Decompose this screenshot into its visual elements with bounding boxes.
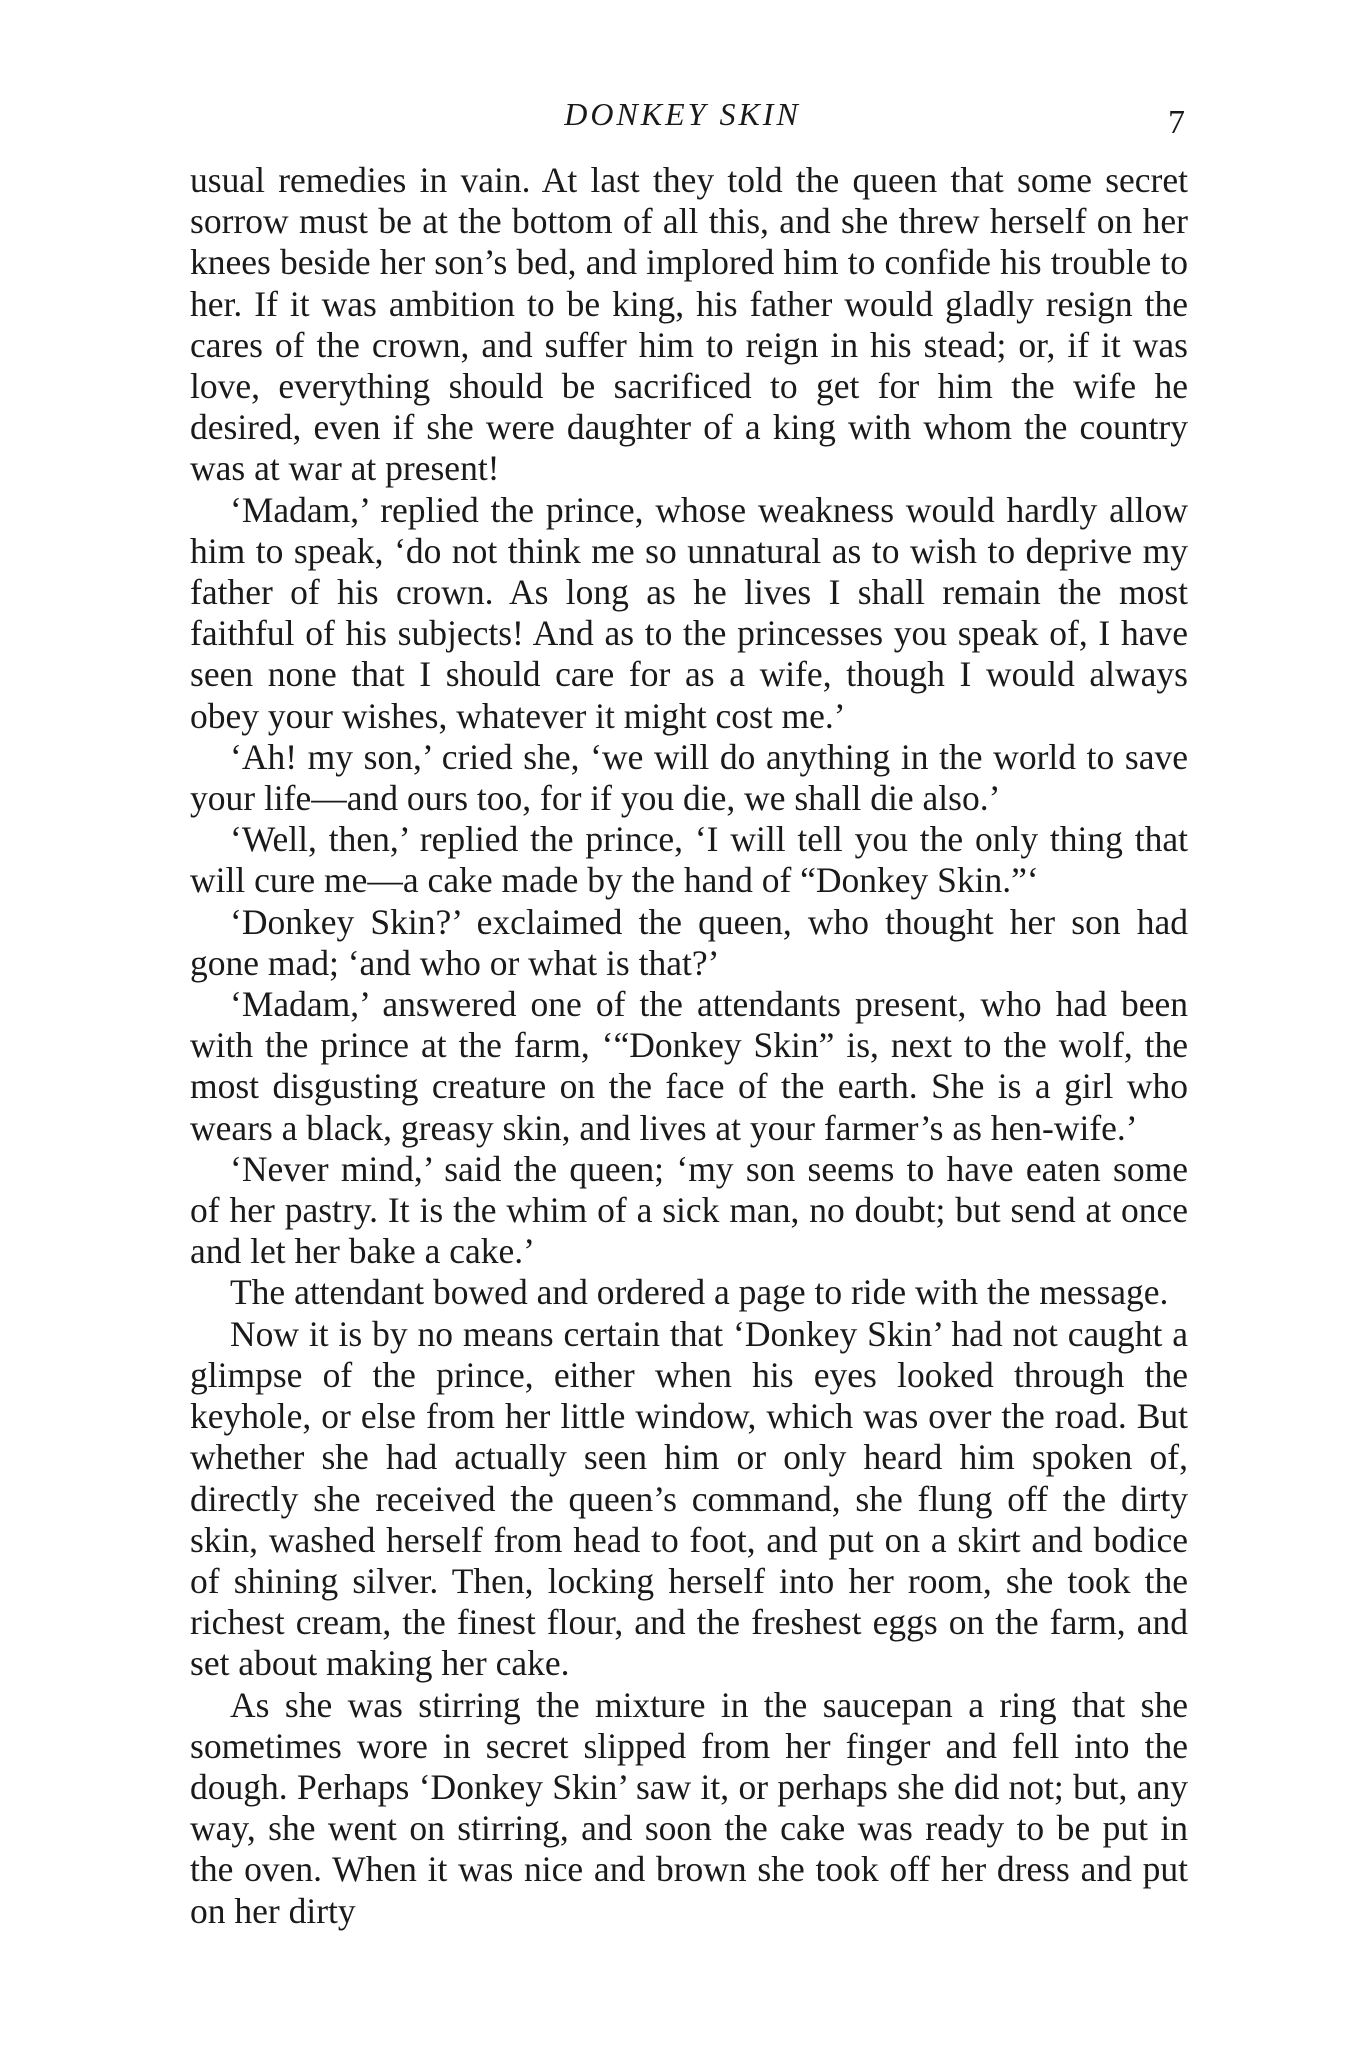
paragraph: ‘Madam,’ answered one of the attendants present, who had been with the prince at the farm, ‘“Donkey Skin” is, next to the wolf, the most disgusting creature on the face of the earth. She is a girl who wears a black, greasy skin, and lives at your farmer’s as hen-wife.’	[190, 984, 1188, 1148]
paragraph: Now it is by no means certain that ‘Donkey Skin’ had not caught a glimpse of the prince, either when his eyes looked through the keyhole, or else from her little window, which was over the road. But whether she had actually seen him or only heard him spoken of, directly she received the queen’s command, she flung off the dirty skin, washed herself from head to foot, and put on a skirt and bodice of shining silver. Then, locking herself into her room, she took the richest cream, the finest flour, and the freshest eggs on the farm, and set about making her cake.	[190, 1313, 1188, 1684]
body-text	[190, 160, 1188, 1932]
paragraph: ‘Donkey Skin?’ exclaimed the queen, who thought her son had gone mad; ‘and who or what is that?’	[190, 901, 1188, 983]
paragraph: The attendant bowed and ordered a page to ride with the message.	[230, 1272, 1169, 1313]
paragraph: usual remedies in vain. At last they told the queen that some secret sorrow must be at the bottom of all this, and she threw herself on her knees beside her son’s bed, and implored him to confide his trouble to her. If it was ambition to be king, his father would gladly resign the cares of the crown, and suffer him to reign in his stead; or, if it was love, everything should be sacrificed to get for him the wife he desired, even if she were daughter of a king with whom the country was at war at present!	[190, 160, 1188, 489]
paragraph: As she was stirring the mixture in the saucepan a ring that she sometimes wore in secret slipped from her finger and fell into the dough. Perhaps ‘Donkey Skin’ saw it, or perhaps she did not; but, any way, she went on stirring, and soon the cake was ready to be put in the oven. When it was nice and brown she took off her dress and put on her dirty	[190, 1684, 1188, 1931]
paragraph: ‘Never mind,’ said the queen; ‘my son seems to have eaten some of her pastry. It is the whim of a sick man, no doubt; but send at once and let her bake a cake.’	[190, 1148, 1188, 1272]
paragraph: ‘Madam,’ replied the prince, whose weakness would hardly allow him to speak, ‘do not think me so unnatural as to wish to deprive my father of his crown. As long as he lives I shall remain the most faithful of his subjects! And as to the princesses you speak of, I have seen none that I should care for as a wife, though I would always obey your wishes, whatever it might cost me.’	[190, 489, 1188, 736]
paragraph: ‘Ah! my son,’ cried she, ‘we will do anything in the world to save your life—and ours too, for if you die, we shall die also.’	[190, 736, 1188, 819]
paragraph: ‘Well, then,’ replied the prince, ‘I will tell you the only thing that will cure me—a cake made by the hand of “Donkey Skin.”‘	[190, 819, 1188, 901]
page-number: 7	[1168, 104, 1185, 141]
running-title: DONKEY SKIN	[564, 96, 801, 132]
